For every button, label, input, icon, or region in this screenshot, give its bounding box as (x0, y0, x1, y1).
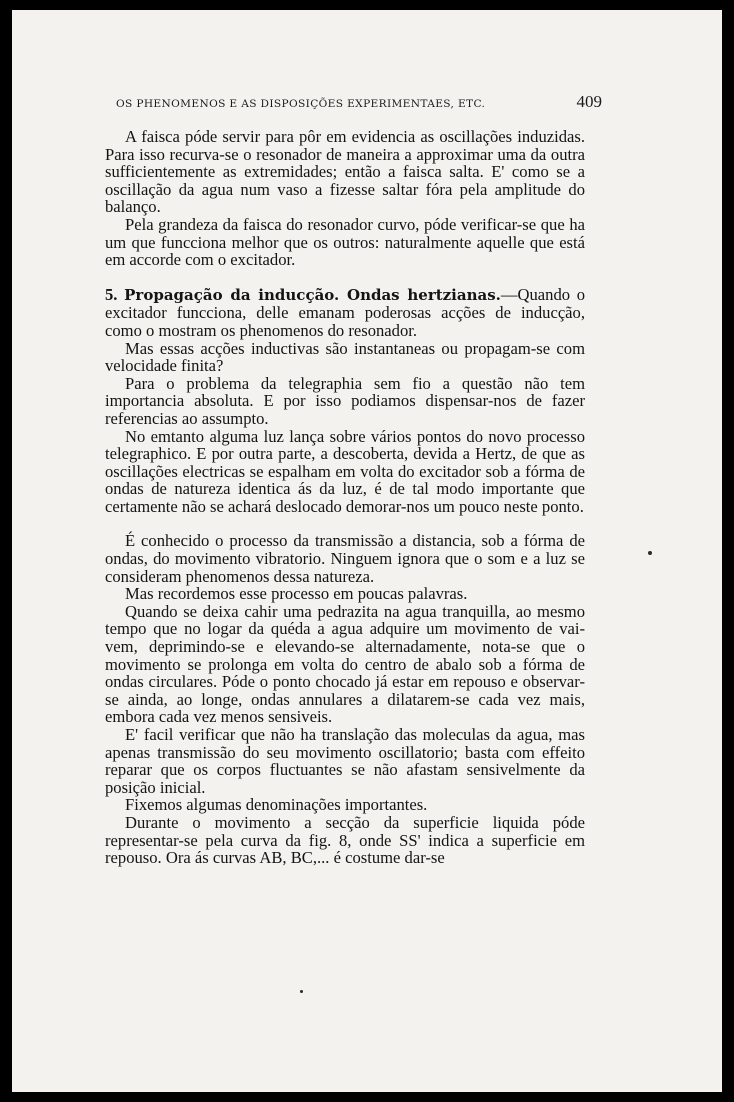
scan-speck (300, 990, 303, 993)
paragraph: No emtanto alguma luz lança sobre vários pontos do novo processo telegraphico. E por outra parte, a descoberta, devida a Hertz, de que as oscillações electricas se espalham em volta do excitador sob a fórma de ondas de natureza identica ás da luz, é de tal modo importante que certamente não se achará deslocado demorar-nos um pouco neste ponto. (105, 426, 585, 516)
body-text (105, 128, 585, 867)
section-title: Propagação da inducção. Ondas hertzianas. (124, 285, 501, 304)
section-number: 5. (105, 284, 118, 304)
paragraph: Pela grandeza da faisca do resonador curvo, póde verificar-se que ha um que funcciona melhor que os outros: naturalmente aquelle que está em accorde com o excitador. (105, 214, 585, 270)
paragraph: Mas essas acções inductivas são instantaneas ou propagam-se com velocidade finita? (105, 338, 585, 376)
running-title: OS PHENOMENOS E AS DISPOSIÇÕES EXPERIMENTAES, ETC. (116, 98, 486, 110)
paragraph: E' facil verificar que não ha translação das moleculas da agua, mas apenas transmissão do seu movimento oscillatorio; basta com effeito reparar que os corpos fluctuantes se não afastam sensivelmente da posição inicial. (105, 725, 585, 797)
section-paragraph (105, 286, 585, 340)
paragraph: Para o problema da telegraphia sem fio a questão não tem importancia absoluta. E por isso podiamos dispensar-nos de fazer referencias ao assumpto. (105, 373, 585, 428)
running-header (116, 92, 602, 120)
paragraph: Mas recordemos esse processo em poucas palavras. (125, 584, 468, 604)
page-number: 409 (576, 92, 602, 111)
paragraph: Quando se deixa cahir uma pedrazita na agua tranquilla, ao mesmo tempo que no logar da quéda a agua adquire um movimento de vai-vem, deprimindo-se e elevando-se alternadamente, nota-se que o movimento se prolonga em volta do centro de abalo sob a fórma de ondas circulares. Póde o ponto chocado já estar em repouso e observar-se ainda, ao longe, ondas annulares a dilatarem-se cada vez mais, embora cada vez menos sensiveis. (105, 601, 585, 727)
paragraph: Fixemos algumas denominações importantes. (125, 795, 428, 815)
paragraph: É conhecido o processo da transmissão a distancia, sob a fórma de ondas, do movimento vibratorio. Ninguem ignora que o som e a luz se consideram phenomenos dessa natureza. (105, 531, 585, 586)
paragraph: Durante o movimento a secção da superficie liquida póde representar-se pela curva da fig. 8, onde SS' indica a superficie em repouso. Ora ás curvas AB, BC,... é costume dar-se (105, 812, 585, 868)
paragraph: A faisca póde servir para pôr em evidencia as oscillações induzidas. Para isso recurva-se o resonador de maneira a approximar uma da outra sufficientemente as extremidades; então a faisca salta. E' como se a oscillação da agua num vaso a fizesse saltar fóra pela amplitude do balanço. (105, 127, 585, 217)
section-intro: —Quando o excitador funcciona, delle emanam poderosas acções de inducção, como o mostram os phenomenos do resonador. (105, 284, 586, 340)
book-page (12, 10, 722, 1092)
scan-speck (648, 551, 652, 555)
